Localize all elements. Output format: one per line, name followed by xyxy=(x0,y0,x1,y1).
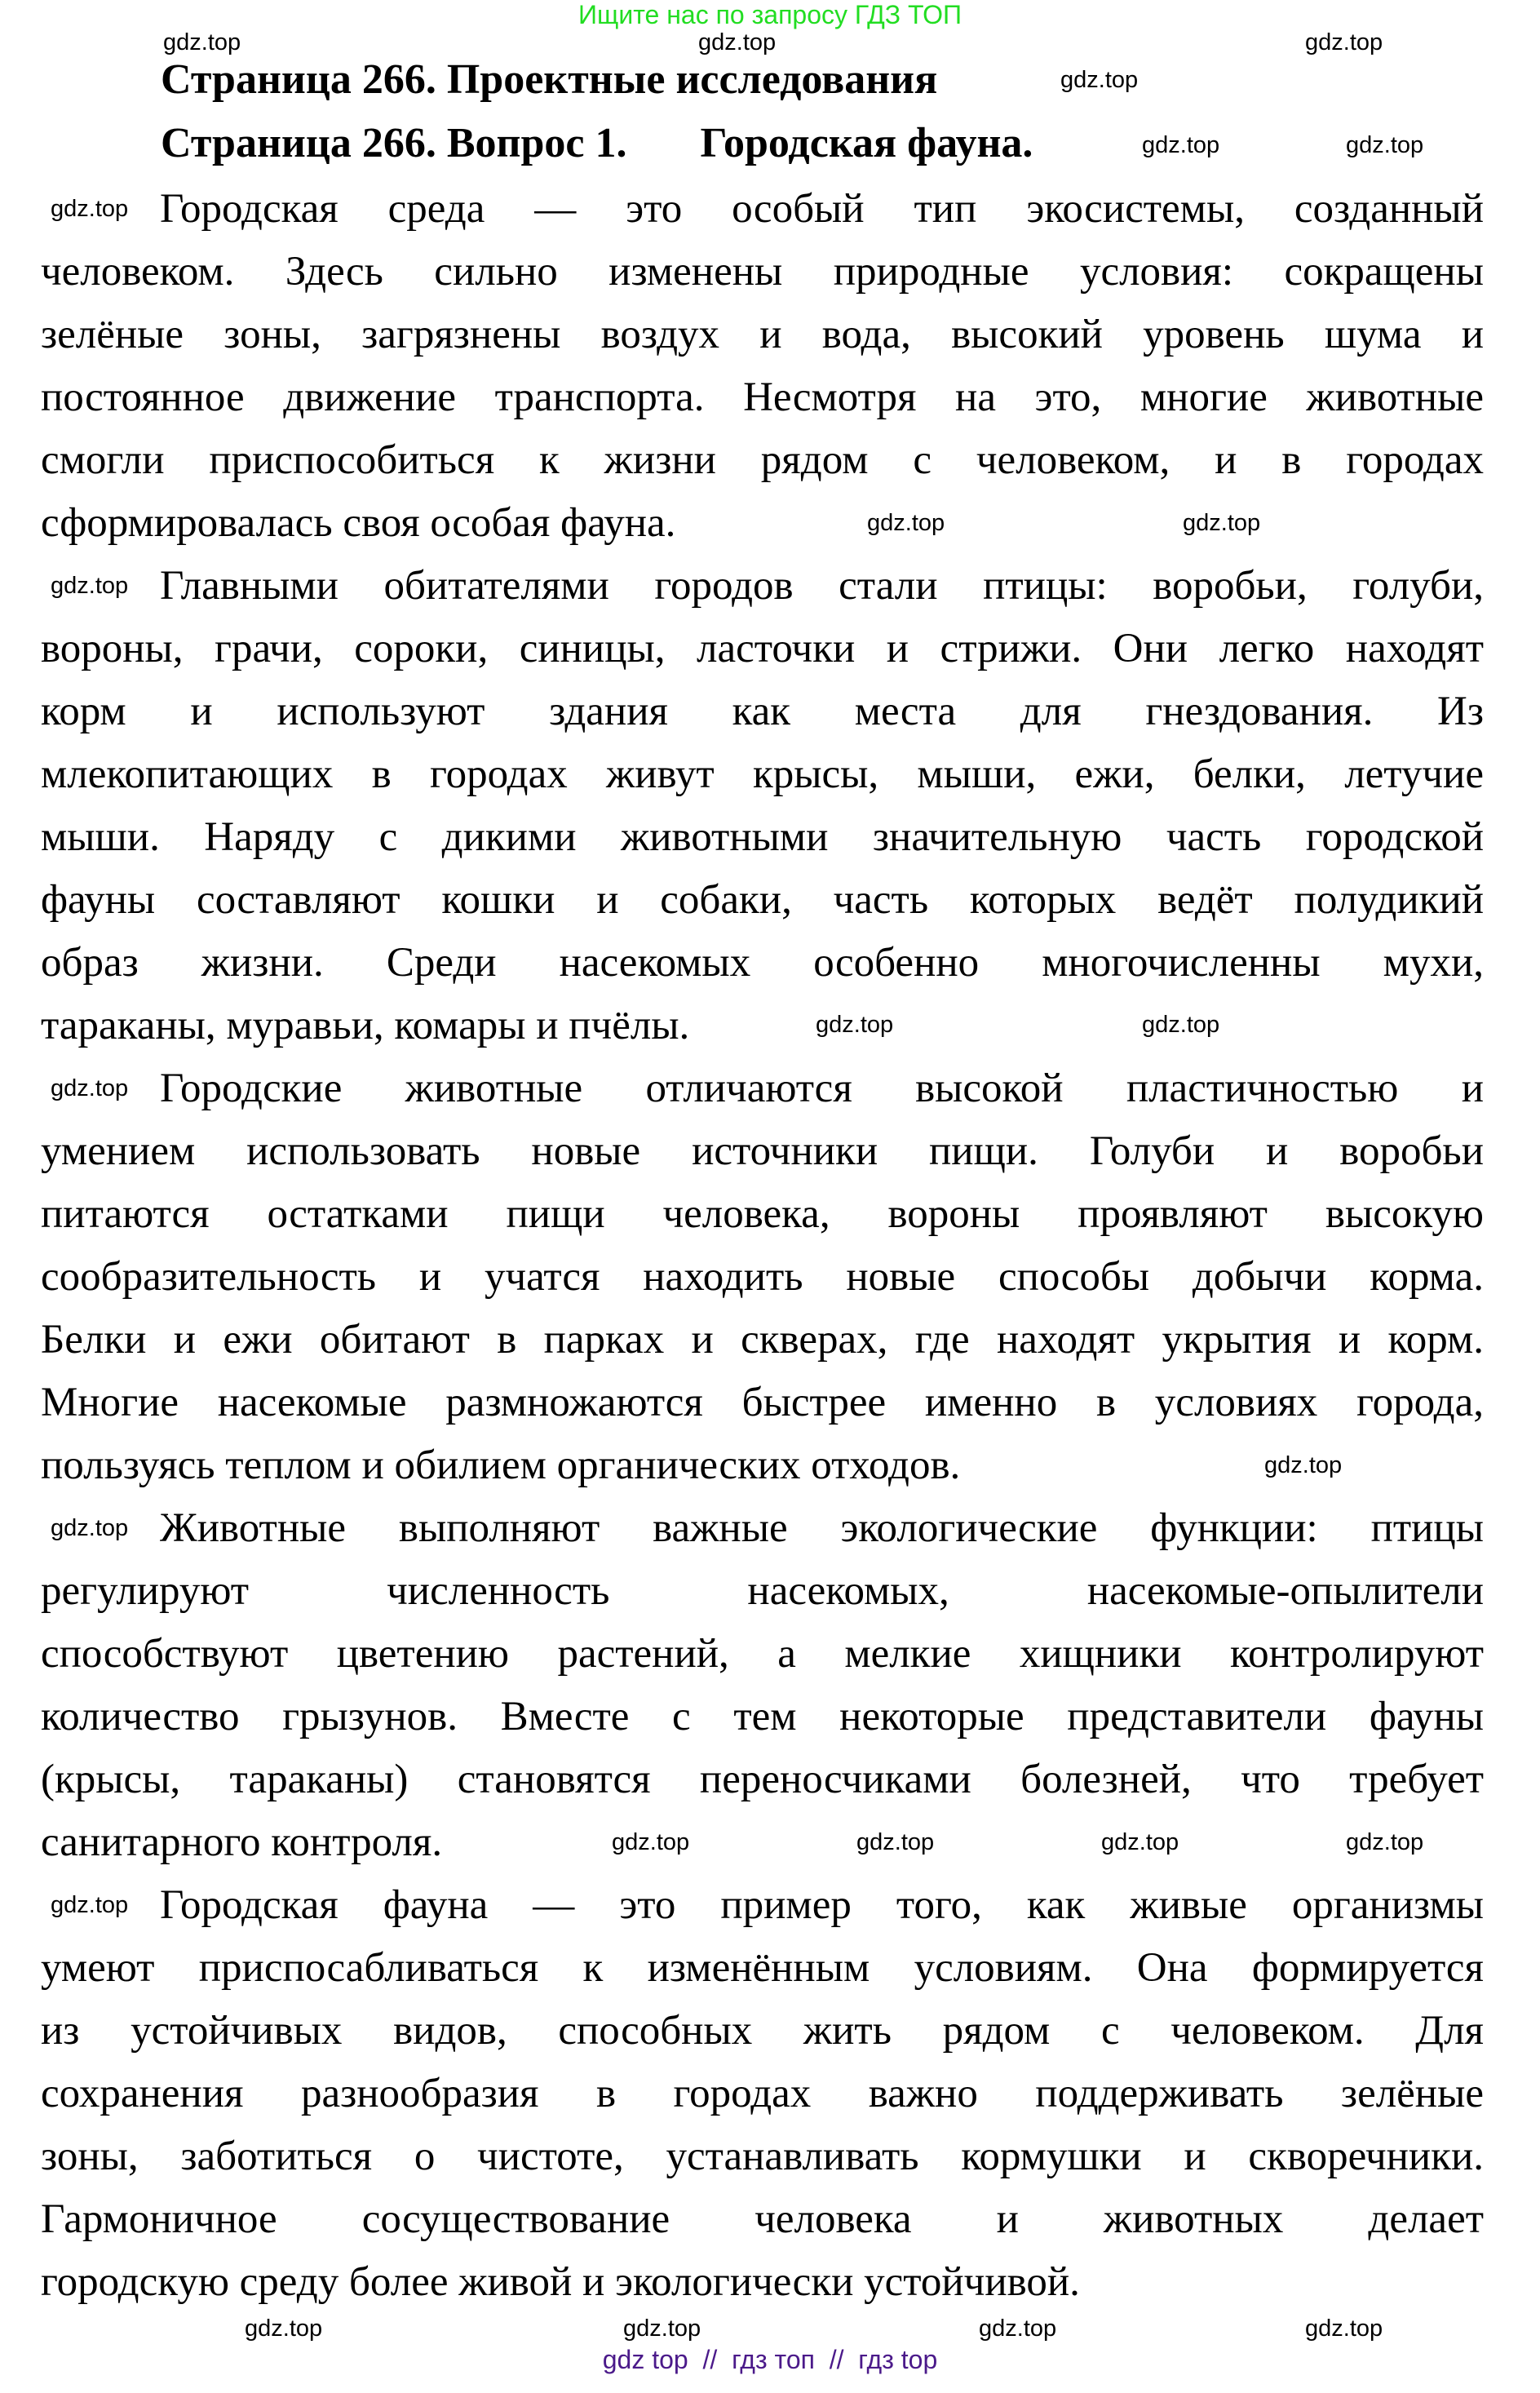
watermark: gdz.top xyxy=(623,2315,701,2342)
watermark: gdz.top xyxy=(979,2315,1057,2342)
watermark: gdz.top xyxy=(1264,1452,1343,1478)
text-line: постоянное движение транспорта. Несмотря на это, многие животные xyxy=(41,374,1484,420)
watermark: gdz.top xyxy=(1305,2315,1383,2342)
watermark: gdz.top xyxy=(51,1515,129,1541)
text-line: количество грызунов. Вместе с тем некоторые представители фауны xyxy=(41,1694,1484,1739)
watermark: gdz.top xyxy=(612,1829,690,1855)
text-line: сохранения разнообразия в городах важно поддерживать зелёные xyxy=(41,2071,1484,2116)
paragraph xyxy=(41,1874,1484,2314)
text-line: городскую среду более живой и экологически устойчивой. xyxy=(41,2259,1080,2305)
text-line: корм и используют здания как места для гнездования. Из xyxy=(41,689,1484,734)
footer-links: gdz top // гдз топ // гдз top xyxy=(602,2345,938,2374)
watermark: gdz.top xyxy=(51,573,129,599)
text-line: Гармоничное сосуществование человека и животных делает xyxy=(41,2196,1484,2242)
text-line: способствуют цветению растений, а мелкие хищники контролируют xyxy=(41,1631,1484,1677)
watermark: gdz.top xyxy=(1060,67,1139,93)
watermark: gdz.top xyxy=(1142,132,1220,158)
question-number: Страница 266. Вопрос 1. xyxy=(161,120,627,166)
watermark: gdz.top xyxy=(1346,1829,1424,1855)
question-title: Городская фауна. xyxy=(700,120,1033,166)
paragraph xyxy=(41,1057,1484,1497)
watermark: gdz.top xyxy=(51,196,129,222)
watermark: gdz.top xyxy=(245,2315,323,2342)
text-line: санитарного контроля. xyxy=(41,1819,443,1865)
text-line: фауны составляют кошки и собаки, часть которых ведёт полудикий xyxy=(41,877,1484,923)
watermark: gdz.top xyxy=(1183,510,1261,536)
watermark: gdz.top xyxy=(163,29,241,55)
text-line: регулируют численность насекомых, насекомые-опылители xyxy=(41,1568,1484,1614)
paragraph xyxy=(41,1497,1484,1874)
answer-text xyxy=(41,178,1484,2314)
text-line: из устойчивых видов, способных жить рядом с человеком. Для xyxy=(41,2008,1484,2054)
text-line: умеют приспосабливаться к изменённым условиям. Она формируется xyxy=(41,1945,1484,1991)
watermark: gdz.top xyxy=(1142,1012,1220,1038)
text-line: смогли приспособиться к жизни рядом с человеком, и в городах xyxy=(41,437,1484,483)
text-line: Многие насекомые размножаются быстрее именно в условиях города, xyxy=(41,1380,1484,1425)
text-line: Городские животные отличаются высокой пластичностью и xyxy=(160,1066,1484,1111)
text-line: млекопитающих в городах живут крысы, мыши, ежи, белки, летучие xyxy=(41,751,1484,797)
text-line: (крысы, тараканы) становятся переносчиками болезней, что требует xyxy=(41,1757,1484,1802)
text-line: зелёные зоны, загрязнены воздух и вода, высокий уровень шума и xyxy=(41,312,1484,357)
watermark: gdz.top xyxy=(1305,29,1383,55)
watermark: gdz.top xyxy=(867,510,945,536)
watermark: gdz.top xyxy=(51,1075,129,1101)
text-line: Белки и ежи обитают в парках и скверах, где находят укрытия и корм. xyxy=(41,1317,1484,1363)
watermark: gdz.top xyxy=(1346,132,1424,158)
question-heading xyxy=(161,119,1033,168)
text-line: зоны, заботиться о чистоте, устанавливать кормушки и скворечники. xyxy=(41,2134,1484,2179)
paragraph xyxy=(41,555,1484,1057)
page-heading: Страница 266. Проектные исследования xyxy=(161,56,938,103)
text-line: тараканы, муравьи, комары и пчёлы. xyxy=(41,1003,690,1048)
text-line: вороны, грачи, сороки, синицы, ласточки и стрижи. Они легко находят xyxy=(41,626,1484,671)
watermark: gdz.top xyxy=(1101,1829,1179,1855)
text-line: питаются остатками пищи человека, вороны проявляют высокую xyxy=(41,1191,1484,1237)
text-line: Городская фауна — это пример того, как живые организмы xyxy=(160,1882,1484,1928)
text-line: Городская среда — это особый тип экосистемы, созданный xyxy=(160,186,1484,232)
text-line: пользуясь теплом и обилием органических отходов. xyxy=(41,1442,961,1488)
text-line: умением использовать новые источники пищи. Голуби и воробьи xyxy=(41,1128,1484,1174)
watermark: gdz.top xyxy=(816,1012,894,1038)
text-line: Главными обитателями городов стали птицы: воробьи, голуби, xyxy=(160,563,1484,609)
text-line: мыши. Наряду с дикими животными значительную часть городской xyxy=(41,814,1484,860)
text-line: образ жизни. Среди насекомых особенно многочисленны мухи, xyxy=(41,940,1484,986)
text-line: сформировалась своя особая фауна. xyxy=(41,500,676,546)
search-tagline: Ищите нас по запросу ГДЗ ТОП xyxy=(578,0,962,29)
watermark: gdz.top xyxy=(51,1892,129,1918)
text-line: человеком. Здесь сильно изменены природные условия: сокращены xyxy=(41,249,1484,295)
watermark: gdz.top xyxy=(856,1829,935,1855)
text-line: сообразительность и учатся находить новые способы добычи корма. xyxy=(41,1254,1484,1300)
text-line: Животные выполняют важные экологические функции: птицы xyxy=(160,1505,1484,1551)
paragraph xyxy=(41,178,1484,555)
watermark: gdz.top xyxy=(698,29,777,55)
